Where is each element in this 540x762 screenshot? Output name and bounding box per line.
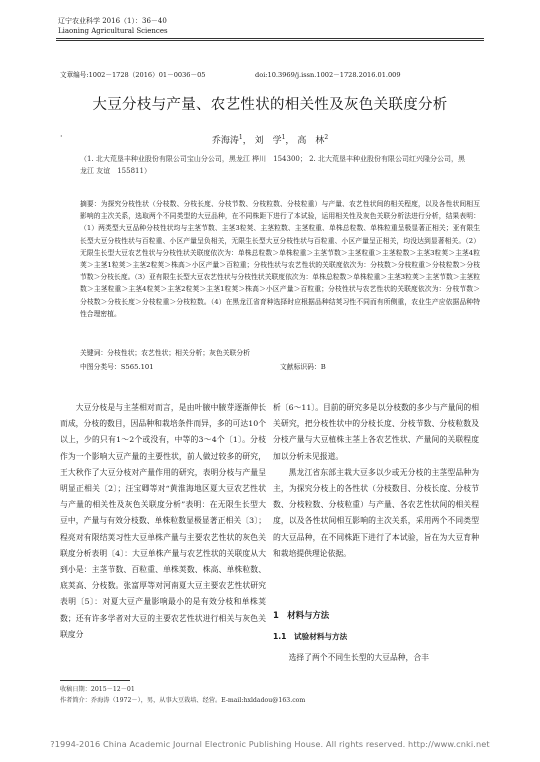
received-date: 收稿日期：2015－12－01 <box>60 686 135 693</box>
author-affil-mark: 1 <box>281 134 286 141</box>
copyright-line: ?1994-2016 China Academic Journal Electronic Publishing House. All rights reserved. http://www.cnki.net <box>50 739 490 749</box>
author-name: 高 林 <box>297 136 325 146</box>
article-info <box>60 69 401 79</box>
header-rule-bottom <box>56 40 484 41</box>
footnote-rule <box>60 680 130 681</box>
author-separator: ， <box>242 136 252 146</box>
clc-number: 中图分类号：S565.101 <box>80 363 154 371</box>
body-column-left <box>60 400 266 643</box>
author-affil-mark: 2 <box>324 134 329 141</box>
marker-dot: · <box>60 132 63 141</box>
journal-citation: 辽宁农业科学 2016（1）：36－40 <box>58 17 167 25</box>
author-bio: 作者简介：乔海涛（1972－），男，从事大豆栽培、经营。E-mail:hxldadou@163.com <box>60 697 306 704</box>
body-paragraph: 析〔6～11〕。目前的研究多是以分枝数的多少与产量间的相关研究，把分枝性状中的分枝长度、分枝节数、分枝粒数及分枝产量与大豆植株主茎上各农艺性状、产量间的关联程度加以分析未见报道。 <box>273 403 479 461</box>
section-1-1-text: 选择了两个不同生长型的大豆品种，合丰 <box>288 653 429 662</box>
header-rule-top <box>56 38 484 39</box>
section-heading-1: 1 材料与方法 <box>273 610 330 620</box>
document-code: 文献标识码：B <box>280 363 326 371</box>
abstract: 摘要：为探究分枝性状（分枝数、分枝长度、分枝节数、分枝粒数、分枝粒重）与产量、农艺性状间的相关程度，以及各性状间相互影响的主次关系，选取两个不同类型的大豆品种，在不同株距下进行了本试验，运用相关性及灰色关联分析法进行分析，结果表明：（1）两类型大豆品种分枝性状均与主茎节数、主茎3粒荚、主茎粒数、主茎粒重、单株总粒数、单株粒重呈极显著正相关；亚有限生长型大豆分枝性状与百粒重、小区产量呈负相关，无限生长型大豆分枝性状与百粒重、小区产量呈正相关，均没达到显著相关。（2）无限生长型大豆农艺性状与分枝性状关联度依次为：单株总粒数＞单株粒重＞主茎节数＞主茎粒重＞主茎粒数＞主茎3粒荚＞主茎4粒荚＞主茎1粒荚＞主茎2粒荚＞株高＞小区产量＞百粒重；分枝性状与农艺性状的关联度依次为：分枝数＞分枝粒重＞分枝粒数＞分枝节数＞分枝长度。（3）亚有限生长型大豆农艺性状与分枝性状关联度依次为：单株总粒数＞单株粒重＞主茎3粒荚＞主茎节数＞主茎粒数＞主茎粒重＞主茎4粒荚＞主茎2粒荚＞主茎1粒荚＞株高＞小区产量＞百粒重；分枝性状与农艺性状的关联度依次为：分枝节数＞分枝数＞分枝长度＞分枝粒重＞分枝粒数。（4）在黑龙江省育种选择时应根据品种结荚习性不同而有所侧重，农业生产应依据品种特性合理密植。 <box>80 200 480 318</box>
author-separator: ， <box>285 136 295 146</box>
body-paragraph: 黑龙江省东部主栽大豆多以少或无分枝的主茎型品种为主，为探究分枝上的各性状（分枝数目、分枝长度、分枝节数、分枝粒数、分枝粒重）与产量、各农艺性状间的相关程度，以及各性状间相互影响的主次关系，采用两个不同类型的大豆品种，在不同株距下进行了本试验，旨在为大豆育种和栽培提供理论依据。 <box>273 467 479 558</box>
author-affil-mark: 1 <box>238 134 243 141</box>
footnotes <box>60 684 305 706</box>
author-list <box>0 133 540 146</box>
body-paragraph: 大豆分枝是与主茎相对而言，是由叶腋中腋芽逐渐伸长而成，分枝的数目，因品种和栽培条件而异，多的可达10个以上，少的只有1～2个或没有，中等的3～4个〔1〕。分枝作为一个影响大豆产量的主要性状，前人做过较多的研究，王大秋作了大豆分枝对产量作用的研究，表明分枝与产量呈明显正相关〔2〕；汪宝卿等对“黄淮海地区夏大豆农艺性状与产量的相关性及灰色关联度分析”表明：在无限生长型大豆中，产量与有效分枝数、单株粒数显极显著正相关〔3〕；程亮对有限结荚习性大豆单株产量与主要农艺性状的灰色关联度分析表明〔4〕：大豆单株产量与农艺性状的关联度从大到小是：主茎节数、百粒重、单株荚数、株高、单株粒数、底荚高、分枝数。张富厚等对河南夏大豆主要农艺性状研究表明〔5〕：对夏大豆产量影响最小的是有效分枝和单株荚数；还有许多学者对大豆的主要农艺性状进行相关与灰色关联度分 <box>60 403 266 639</box>
journal-english-name: Liaoning Agricultural Sciences <box>58 27 168 35</box>
article-doi: doi:10.3969/j.issn.1002－1728.2016.01.009 <box>255 71 401 79</box>
journal-header <box>58 16 168 36</box>
section-heading-1-1: 1.1 试验材料与方法 <box>273 632 348 641</box>
author-name: 刘 学 <box>254 136 282 146</box>
keywords: 关键词：分枝性状；农艺性状；相关分析；灰色关联分析 <box>80 349 250 357</box>
classification-line <box>80 361 326 371</box>
affiliations: （1. 北大荒垦丰种业股份有限公司宝山分公司，黑龙江 桦川 154300； 2. 北大荒垦丰种业股份有限公司红兴隆分公司，黑龙江 友谊 155811） <box>80 155 465 175</box>
body-column-right <box>273 400 479 562</box>
article-number: 文章编号:1002－1728（2016）01－0036－05 <box>60 71 206 79</box>
author-name: 乔海涛 <box>211 136 239 146</box>
paper-title: 大豆分枝与产量、农艺性状的相关性及灰色关联度分析 <box>92 97 448 113</box>
